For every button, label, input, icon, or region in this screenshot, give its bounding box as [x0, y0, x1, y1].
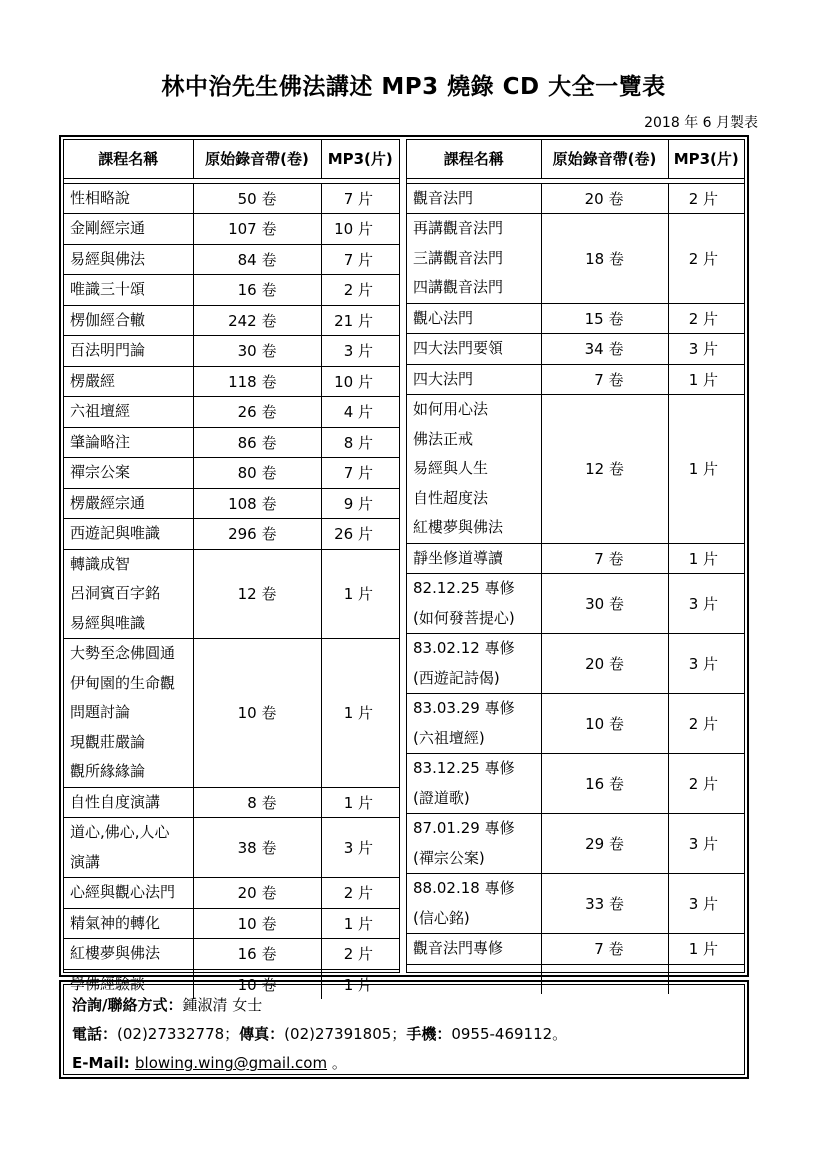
- original-tapes-cell: 38 卷: [193, 818, 321, 878]
- table-row: [64, 939, 399, 970]
- course-name: 百法明門論: [70, 341, 146, 359]
- original-tapes-cell: 33 卷: [541, 874, 668, 934]
- course-name-cell: [407, 814, 541, 874]
- original-tapes-cell: 20 卷: [541, 634, 668, 694]
- fax-value: (02)27391805；: [284, 1025, 407, 1043]
- table-row: [407, 934, 744, 965]
- table-row: [407, 334, 744, 365]
- original-tapes-cell: 30 卷: [541, 574, 668, 634]
- course-name: 佛法正戒: [413, 429, 474, 448]
- header-original-tapes: 原始錄音帶(卷): [193, 140, 321, 178]
- page-title: 林中治先生佛法講述 MP3 燒錄 CD 大全一覽表: [161, 74, 666, 100]
- original-tapes-cell: 15 卷: [541, 303, 668, 334]
- mp3-count-cell: 1 片: [321, 908, 399, 939]
- mp3-count-cell: 1 片: [668, 395, 744, 544]
- header-mp3-count: MP3(片): [668, 140, 744, 178]
- course-name: 自性超度法: [413, 488, 489, 507]
- course-name-cell: [64, 519, 193, 550]
- course-name-cell: [64, 458, 193, 489]
- table-row: [407, 364, 744, 395]
- left-table: [63, 139, 400, 994]
- table-row: [64, 549, 399, 639]
- mp3-count-cell: 3 片: [668, 874, 744, 934]
- table-row: [64, 244, 399, 275]
- table-row: [64, 275, 399, 306]
- course-name: 楞伽經合轍: [70, 310, 146, 329]
- table-row: [64, 908, 399, 939]
- course-name: 西遊記與唯識: [70, 524, 161, 542]
- table-row: [64, 488, 399, 519]
- course-name-cell: [407, 543, 541, 574]
- header-course-name: 課程名稱: [64, 140, 193, 178]
- header-row: [64, 140, 399, 178]
- course-name-cell: [407, 934, 541, 965]
- course-name-cell: [407, 395, 541, 544]
- original-tapes-cell: 107 卷: [193, 214, 321, 245]
- mp3-count-cell: 9 片: [321, 488, 399, 519]
- original-tapes-cell: 7 卷: [541, 543, 668, 574]
- table-row: [64, 214, 399, 245]
- header-mp3-count: MP3(片): [321, 140, 399, 178]
- table-row: [407, 634, 744, 694]
- table-row: [407, 694, 744, 754]
- original-tapes-cell: 16 卷: [541, 754, 668, 814]
- original-tapes-cell: 26 卷: [193, 397, 321, 428]
- course-name: 83.02.12 專修: [413, 639, 515, 657]
- course-name: 四大法門: [413, 369, 474, 388]
- contact-inquiry: [72, 991, 744, 1020]
- table-row: [64, 519, 399, 550]
- mp3-count-cell: 1 片: [321, 639, 399, 788]
- original-tapes-cell: 50 卷: [193, 183, 321, 214]
- course-name-cell: [64, 549, 193, 639]
- course-name: 再講觀音法門: [413, 219, 504, 237]
- course-name: (證道歌): [413, 788, 470, 807]
- course-name: 88.02.18 專修: [413, 879, 515, 897]
- contact-email: [72, 1049, 744, 1078]
- course-name: 金剛經宗通: [70, 219, 146, 237]
- table-row: [64, 397, 399, 428]
- course-name-cell: [64, 427, 193, 458]
- course-name-cell: [407, 754, 541, 814]
- mp3-count-cell: 21 片: [321, 305, 399, 336]
- mp3-count-cell: 1 片: [668, 543, 744, 574]
- mp3-count-cell: 1 片: [321, 787, 399, 818]
- original-tapes-cell: 10 卷: [193, 969, 321, 999]
- course-name-cell: [407, 874, 541, 934]
- mp3-count-cell: 3 片: [321, 336, 399, 367]
- course-name: 靜坐修道導讀: [413, 548, 504, 567]
- course-name: 大勢至念佛圓通: [70, 644, 176, 662]
- table-row: [407, 574, 744, 634]
- mp3-count-cell: 2 片: [321, 939, 399, 970]
- table-row: [64, 787, 399, 818]
- mp3-count-cell: 3 片: [668, 574, 744, 634]
- table-row: [64, 878, 399, 909]
- course-name: 自性自度演講: [70, 792, 161, 811]
- original-tapes-cell: 8 卷: [193, 787, 321, 818]
- course-name-cell: [64, 878, 193, 909]
- course-name: 如何用心法: [413, 400, 489, 418]
- header-original-tapes: 原始錄音帶(卷): [541, 140, 668, 178]
- mp3-count-cell: 2 片: [668, 694, 744, 754]
- course-name-cell: [64, 397, 193, 428]
- course-name-cell: [407, 183, 541, 214]
- table-row: [407, 814, 744, 874]
- course-name: 轉識成智: [70, 554, 131, 573]
- table-row: [407, 754, 744, 814]
- course-name: (六祖壇經): [413, 728, 485, 747]
- course-name: 道心,佛心,人心: [70, 823, 170, 841]
- course-name-cell: [64, 787, 193, 818]
- course-name-cell: [64, 908, 193, 939]
- original-tapes-cell: 108 卷: [193, 488, 321, 519]
- course-name-cell: [64, 366, 193, 397]
- course-name-cell: [64, 183, 193, 214]
- email-link[interactable]: blowing.wing@gmail.com: [135, 1054, 328, 1072]
- course-name: 問題討論: [70, 703, 131, 721]
- course-name: 紅樓夢與佛法: [413, 518, 504, 536]
- original-tapes-cell: 10 卷: [541, 694, 668, 754]
- mp3-count-cell: 10 片: [321, 366, 399, 397]
- mp3-count-cell: 7 片: [321, 244, 399, 275]
- original-tapes-cell: 7 卷: [541, 934, 668, 965]
- original-tapes-cell: 12 卷: [541, 395, 668, 544]
- mp3-count-cell: 1 片: [668, 364, 744, 395]
- original-tapes-cell: 86 卷: [193, 427, 321, 458]
- mp3-count-cell: 7 片: [321, 458, 399, 489]
- mobile-value: 0955-469112。: [451, 1025, 568, 1043]
- original-tapes-cell: 20 卷: [193, 878, 321, 909]
- course-name: (如何發菩提心): [413, 608, 515, 627]
- course-name-cell: [407, 364, 541, 395]
- course-name-cell: [407, 574, 541, 634]
- original-tapes-cell: 34 卷: [541, 334, 668, 365]
- mp3-count-cell: 7 片: [321, 183, 399, 214]
- mobile-label: 手機：: [406, 1025, 452, 1043]
- course-name: (信心銘): [413, 908, 470, 927]
- mp3-count-cell: 1 片: [668, 934, 744, 965]
- mp3-count-cell: 2 片: [668, 214, 744, 304]
- original-tapes-cell: 29 卷: [541, 814, 668, 874]
- inquiry-label: 洽詢/聯絡方式：: [72, 996, 183, 1014]
- original-tapes-cell: 296 卷: [193, 519, 321, 550]
- inquiry-value: 鍾淑清 女士: [182, 996, 263, 1014]
- course-name: 易經與人生: [413, 459, 489, 477]
- table-row: [407, 214, 744, 304]
- left-course-table: [64, 140, 399, 999]
- mp3-count-cell: 2 片: [668, 303, 744, 334]
- course-name-cell: [64, 488, 193, 519]
- course-name: 演講: [70, 852, 101, 871]
- contact-box: [59, 980, 749, 1079]
- course-name: 易經與佛法: [70, 249, 146, 268]
- table-row: [407, 303, 744, 334]
- mp3-count-cell: 26 片: [321, 519, 399, 550]
- course-name: 觀音法門專修: [413, 939, 504, 957]
- email-suffix: 。: [327, 1054, 347, 1072]
- original-tapes-cell: 20 卷: [541, 183, 668, 214]
- course-name-cell: [64, 305, 193, 336]
- course-name: 六祖壇經: [70, 402, 131, 420]
- original-tapes-cell: 7 卷: [541, 364, 668, 395]
- original-tapes-cell: 16 卷: [193, 275, 321, 306]
- course-name: 82.12.25 專修: [413, 579, 515, 597]
- mp3-count-cell: 3 片: [321, 818, 399, 878]
- course-name: 肇論略注: [70, 432, 131, 451]
- original-tapes-cell: 10 卷: [193, 908, 321, 939]
- course-name-cell: [64, 214, 193, 245]
- course-name-cell: [64, 244, 193, 275]
- phone-label: 電話：: [72, 1025, 118, 1043]
- course-name: 紅樓夢與佛法: [70, 944, 161, 962]
- course-name: 83.03.29 專修: [413, 699, 515, 717]
- mp3-count-cell: 2 片: [668, 183, 744, 214]
- course-name: 觀心法門: [413, 308, 474, 327]
- original-tapes-cell: 10 卷: [193, 639, 321, 788]
- mp3-count-cell: 3 片: [668, 814, 744, 874]
- original-tapes-cell: 84 卷: [193, 244, 321, 275]
- course-name-cell: [64, 818, 193, 878]
- table-row: [64, 639, 399, 788]
- course-name: 禪宗公案: [70, 463, 131, 481]
- phone-value: (02)27332778；: [117, 1025, 240, 1043]
- course-name-cell: [407, 334, 541, 365]
- course-name: 伊甸園的生命觀: [70, 673, 176, 692]
- original-tapes-cell: 118 卷: [193, 366, 321, 397]
- table-row: [64, 458, 399, 489]
- course-name: 三講觀音法門: [413, 248, 504, 267]
- mp3-count-cell: 2 片: [321, 275, 399, 306]
- table-row: [64, 366, 399, 397]
- course-name: 易經與唯識: [70, 613, 146, 632]
- course-name-cell: [407, 303, 541, 334]
- mp3-count-cell: 3 片: [668, 334, 744, 365]
- course-name: 楞嚴經宗通: [70, 493, 146, 512]
- table-row: [64, 183, 399, 214]
- right-course-table: [407, 140, 744, 994]
- table-row: [407, 874, 744, 934]
- course-name: 四講觀音法門: [413, 278, 504, 296]
- original-tapes-cell: 242 卷: [193, 305, 321, 336]
- mp3-count-cell: 8 片: [321, 427, 399, 458]
- table-row: [64, 427, 399, 458]
- original-tapes-cell: 80 卷: [193, 458, 321, 489]
- course-name-cell: [407, 694, 541, 754]
- course-name: 觀所緣緣論: [70, 762, 146, 780]
- mp3-count-cell: 2 片: [668, 754, 744, 814]
- contact-phones: [72, 1020, 744, 1049]
- mp3-count-cell: 1 片: [321, 549, 399, 639]
- header-row: [407, 140, 744, 178]
- course-name: 現觀莊嚴論: [70, 732, 146, 751]
- course-name-cell: [407, 214, 541, 304]
- original-tapes-cell: 12 卷: [193, 549, 321, 639]
- course-name: 楞嚴經: [70, 371, 116, 390]
- table-row: [64, 336, 399, 367]
- mp3-count-cell: 1 片: [321, 969, 399, 999]
- course-name: 精氣神的轉化: [70, 913, 161, 932]
- header-course-name: 課程名稱: [407, 140, 541, 178]
- course-name-cell: [64, 639, 193, 788]
- course-name-cell: [407, 634, 541, 694]
- mp3-count-cell: 10 片: [321, 214, 399, 245]
- course-name: 唯識三十頌: [70, 280, 146, 298]
- mp3-count-cell: 2 片: [321, 878, 399, 909]
- course-name: 觀音法門: [413, 188, 474, 207]
- course-name: 性相略說: [70, 188, 131, 207]
- course-name: 呂洞賓百字銘: [70, 584, 161, 602]
- course-name: (西遊記詩偈): [413, 668, 500, 687]
- original-tapes-cell: 30 卷: [193, 336, 321, 367]
- course-name: 87.01.29 專修: [413, 819, 515, 837]
- email-label: E-Mail:: [72, 1054, 136, 1072]
- table-row: [64, 305, 399, 336]
- course-name: (禪宗公案): [413, 848, 485, 867]
- course-name: 心經與觀心法門: [70, 883, 176, 901]
- course-name: 83.12.25 專修: [413, 759, 515, 777]
- course-name-cell: [64, 939, 193, 970]
- table-row: [64, 818, 399, 878]
- fax-label: 傳真：: [239, 1025, 285, 1043]
- course-name-cell: [64, 275, 193, 306]
- course-name-cell: [64, 336, 193, 367]
- table-row: [407, 395, 744, 544]
- mp3-count-cell: 4 片: [321, 397, 399, 428]
- table-row: [407, 543, 744, 574]
- course-name: 四大法門要領: [413, 339, 504, 357]
- course-name: 學佛經驗談: [70, 974, 146, 993]
- mp3-count-cell: 3 片: [668, 634, 744, 694]
- original-tapes-cell: 16 卷: [193, 939, 321, 970]
- table-date: 2018 年 6 月製表: [644, 115, 758, 131]
- table-row: [407, 183, 744, 214]
- right-table: [406, 139, 745, 973]
- original-tapes-cell: 18 卷: [541, 214, 668, 304]
